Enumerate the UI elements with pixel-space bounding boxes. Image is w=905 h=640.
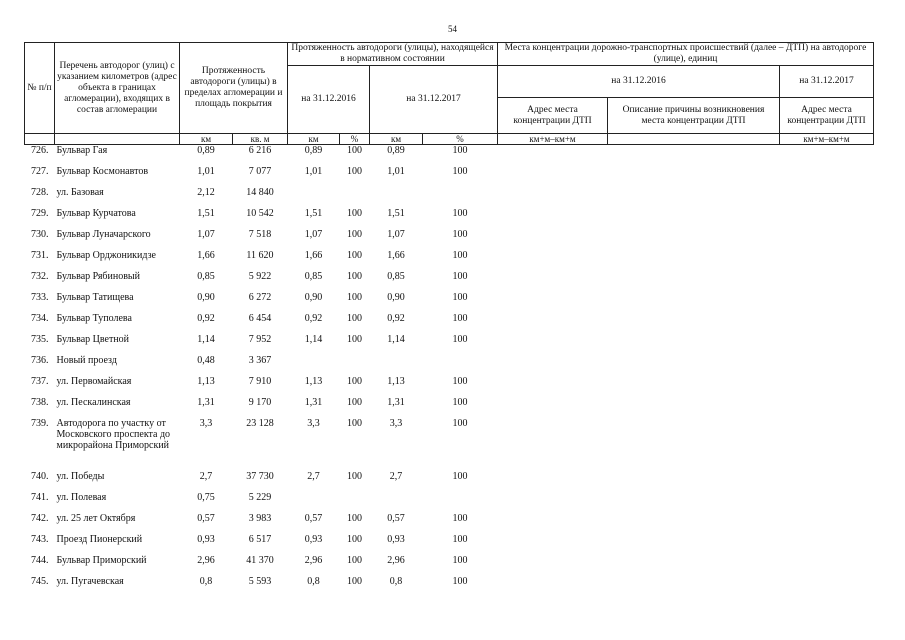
length-km: 0,57	[197, 512, 215, 524]
dtp-reason-2016	[608, 208, 780, 229]
area-sqm: 6 216	[248, 145, 272, 156]
unit-pct-2016: %	[340, 134, 370, 145]
unit-kmm-2016: км+м–км+м	[498, 134, 608, 145]
row-number: 727.	[31, 165, 49, 177]
road-name: Проезд Пионерский	[56, 533, 143, 545]
dtp-address-2017	[780, 250, 874, 271]
area-sqm: 9 170	[248, 396, 272, 408]
normative-pct-2016: 100	[347, 554, 362, 566]
dtp-address-2017	[780, 334, 874, 355]
area-sqm: 3 367	[248, 354, 272, 366]
dtp-address-2017	[780, 418, 874, 471]
normative-pct-2016	[340, 355, 370, 376]
table-row	[25, 208, 874, 229]
dtp-address-2016	[498, 145, 608, 166]
row-number: 737.	[31, 375, 49, 387]
dtp-address-2016	[498, 534, 608, 555]
normative-pct-2016: 100	[347, 312, 362, 324]
road-name: ул. Базовая	[56, 186, 104, 198]
road-name: ул. Пескалинская	[56, 396, 131, 408]
road-name: ул. Победы	[56, 470, 105, 482]
area-sqm: 23 128	[246, 417, 274, 429]
area-sqm: 6 272	[248, 291, 272, 303]
road-name: Бульвар Космонавтов	[56, 165, 149, 177]
area-sqm: 11 620	[246, 249, 274, 261]
normative-km-2016: 0,85	[304, 270, 323, 282]
normative-km-2016: 1,07	[304, 228, 323, 240]
dtp-reason-2016	[608, 271, 780, 292]
dtp-address-2016	[498, 271, 608, 292]
row-number: 740.	[31, 470, 49, 482]
dtp-address-2016	[498, 555, 608, 576]
row-number: 731.	[31, 249, 49, 261]
normative-km-2016: 1,14	[304, 333, 323, 345]
length-km: 1,51	[197, 207, 215, 219]
normative-km-2017	[370, 187, 423, 208]
table-row	[25, 292, 874, 313]
row-number: 729.	[31, 207, 49, 219]
unit-km: км	[180, 134, 233, 145]
road-name: Бульвар Орджоникидзе	[56, 249, 156, 261]
area-sqm: 6 454	[248, 312, 272, 324]
dtp-address-2016	[498, 229, 608, 250]
header-normative-2016: на 31.12.2016	[288, 66, 370, 134]
road-name: Автодорога по участку от Московского проспекта до микрорайона Приморский	[56, 417, 171, 451]
normative-km-2017	[370, 492, 423, 513]
normative-km-2016: 1,01	[304, 165, 323, 177]
area-sqm: 7 077	[248, 165, 272, 177]
row-number: 742.	[31, 512, 49, 524]
dtp-address-2017	[780, 534, 874, 555]
normative-pct-2017: 100	[452, 165, 468, 177]
normative-pct-2017: 100	[452, 575, 468, 587]
normative-pct-2017	[423, 187, 498, 208]
normative-km-2016: 1,66	[304, 249, 323, 261]
page-number: 54	[448, 24, 457, 34]
dtp-reason-2016	[608, 292, 780, 313]
normative-pct-2016	[340, 492, 370, 513]
normative-pct-2016: 100	[347, 470, 362, 482]
normative-pct-2017: 100	[452, 228, 468, 240]
road-name: Бульвар Туполева	[56, 312, 132, 324]
normative-pct-2016: 100	[347, 228, 362, 240]
table-row	[25, 145, 874, 166]
dtp-reason-2016	[608, 376, 780, 397]
normative-pct-2016: 100	[347, 533, 362, 545]
dtp-address-2017	[780, 208, 874, 229]
table-row	[25, 418, 874, 471]
normative-km-2017: 0,90	[387, 291, 405, 303]
normative-pct-2017: 100	[452, 512, 468, 524]
dtp-reason-2016	[608, 250, 780, 271]
header-dtp-2016: на 31.12.2016	[498, 66, 780, 98]
normative-km-2016: 1,13	[304, 375, 323, 387]
header-road-list: Перечень автодорог (улиц) с указанием километров (адрес объекта в границах агломерации), входящих в состав агломерации	[55, 43, 180, 134]
road-name: Бульвар Татищева	[56, 291, 134, 303]
dtp-address-2016	[498, 334, 608, 355]
normative-km-2016	[288, 492, 340, 513]
length-km: 1,14	[197, 333, 215, 345]
dtp-reason-2016	[608, 492, 780, 513]
normative-km-2016	[288, 187, 340, 208]
length-km: 1,66	[197, 249, 215, 261]
table-body	[25, 145, 874, 597]
normative-pct-2016: 100	[347, 512, 362, 524]
normative-pct-2016: 100	[347, 165, 362, 177]
length-km: 1,31	[197, 396, 215, 408]
road-name: Бульвар Гая	[56, 145, 108, 156]
normative-pct-2016: 100	[347, 575, 362, 587]
normative-km-2017: 0,92	[387, 312, 405, 324]
normative-pct-2016: 100	[347, 249, 362, 261]
table-row	[25, 492, 874, 513]
normative-km-2017: 1,14	[387, 333, 405, 345]
dtp-address-2016	[498, 471, 608, 492]
area-sqm: 37 730	[246, 470, 274, 482]
normative-km-2017: 1,07	[387, 228, 405, 240]
dtp-address-2016	[498, 492, 608, 513]
normative-pct-2017	[423, 492, 498, 513]
normative-pct-2017: 100	[452, 207, 468, 219]
normative-km-2016: 0,93	[304, 533, 323, 545]
dtp-address-2017	[780, 187, 874, 208]
area-sqm: 5 593	[248, 575, 272, 587]
length-km: 2,96	[197, 554, 215, 566]
dtp-address-2017	[780, 492, 874, 513]
normative-km-2016	[288, 355, 340, 376]
dtp-address-2017	[780, 229, 874, 250]
dtp-reason-2016	[608, 355, 780, 376]
unit-pct-2017: %	[423, 134, 498, 145]
normative-km-2016: 2,96	[304, 554, 323, 566]
row-number: 726.	[31, 145, 49, 156]
normative-km-2016: 0,57	[304, 512, 323, 524]
roads-table	[24, 42, 874, 597]
dtp-address-2017	[780, 271, 874, 292]
normative-pct-2017: 100	[452, 312, 468, 324]
row-number: 743.	[31, 533, 49, 545]
dtp-reason-2016	[608, 513, 780, 534]
unit-kmm-2017: км+м–км+м	[780, 134, 874, 145]
length-km: 0,85	[197, 270, 215, 282]
normative-km-2016: 0,92	[304, 312, 323, 324]
normative-km-2017: 1,31	[387, 396, 405, 408]
dtp-address-2016	[498, 418, 608, 471]
dtp-reason-2016	[608, 229, 780, 250]
normative-km-2017: 0,89	[387, 145, 405, 156]
length-km: 0,75	[197, 491, 215, 503]
header-dtp-reason: Описание причины возникновения места концентрации ДТП	[608, 98, 780, 134]
length-km: 1,01	[197, 165, 215, 177]
area-sqm: 5 229	[248, 491, 272, 503]
length-km: 3,3	[199, 417, 213, 429]
length-km: 0,89	[197, 145, 215, 156]
normative-pct-2017	[423, 355, 498, 376]
unit-km-2017: км	[370, 134, 423, 145]
length-km: 2,7	[199, 470, 213, 482]
dtp-address-2017	[780, 166, 874, 187]
length-km: 1,07	[197, 228, 215, 240]
table-row	[25, 187, 874, 208]
normative-pct-2017: 100	[452, 533, 468, 545]
length-km: 0,48	[197, 354, 215, 366]
dtp-reason-2016	[608, 145, 780, 166]
row-number: 733.	[31, 291, 49, 303]
dtp-reason-2016	[608, 313, 780, 334]
dtp-address-2017	[780, 471, 874, 492]
normative-pct-2017: 100	[452, 270, 468, 282]
area-sqm: 7 952	[248, 333, 272, 345]
dtp-address-2016	[498, 376, 608, 397]
row-number: 728.	[31, 186, 49, 198]
normative-km-2017: 2,96	[387, 554, 405, 566]
row-number: 745.	[31, 575, 49, 587]
length-km: 0,8	[199, 575, 213, 587]
row-number: 734.	[31, 312, 49, 324]
normative-pct-2017: 100	[452, 333, 468, 345]
dtp-address-2017	[780, 292, 874, 313]
dtp-reason-2016	[608, 534, 780, 555]
length-km: 0,92	[197, 312, 215, 324]
table-row	[25, 513, 874, 534]
normative-km-2017: 1,01	[387, 165, 405, 177]
normative-pct-2016: 100	[347, 396, 362, 408]
dtp-reason-2016	[608, 397, 780, 418]
area-sqm: 7 518	[248, 228, 272, 240]
dtp-address-2017	[780, 576, 874, 597]
area-sqm: 6 517	[248, 533, 272, 545]
dtp-address-2017	[780, 355, 874, 376]
road-name: Бульвар Луначарского	[56, 228, 151, 240]
row-number: 739.	[31, 417, 49, 429]
area-sqm: 5 922	[248, 270, 272, 282]
dtp-address-2016	[498, 513, 608, 534]
header-number: № п/п	[25, 43, 55, 134]
normative-km-2017: 1,51	[387, 207, 405, 219]
normative-km-2016: 0,8	[307, 575, 320, 587]
normative-pct-2016: 100	[347, 375, 362, 387]
normative-km-2016: 0,89	[304, 145, 323, 156]
road-name: ул. Полевая	[56, 491, 107, 503]
road-name: Бульвар Приморский	[56, 554, 147, 566]
header-normative: Протяженность автодороги (улицы), находящейся в нормативном состоянии	[288, 43, 498, 66]
road-name: ул. Первомайская	[56, 375, 132, 387]
table-row	[25, 271, 874, 292]
table-row	[25, 355, 874, 376]
row-number: 732.	[31, 270, 49, 282]
table-row	[25, 376, 874, 397]
normative-km-2017: 1,66	[387, 249, 405, 261]
row-number: 736.	[31, 354, 49, 366]
table-row	[25, 166, 874, 187]
table-row	[25, 334, 874, 355]
normative-pct-2016	[340, 187, 370, 208]
row-number: 730.	[31, 228, 49, 240]
normative-km-2017: 2,7	[389, 470, 403, 482]
dtp-address-2017	[780, 376, 874, 397]
header-dtp: Места концентрации дорожно-транспортных происшествий (далее – ДТП) на автодороге (улице), единиц	[498, 43, 874, 66]
normative-pct-2017: 100	[452, 396, 468, 408]
table-row	[25, 576, 874, 597]
length-km: 0,93	[197, 533, 215, 545]
area-sqm: 7 910	[248, 375, 272, 387]
normative-km-2016: 2,7	[307, 470, 320, 482]
road-name: ул. Пугачевская	[56, 575, 124, 587]
row-number: 741.	[31, 491, 49, 503]
dtp-address-2016	[498, 576, 608, 597]
unit-km-2016: км	[288, 134, 340, 145]
normative-km-2016: 1,31	[304, 396, 323, 408]
area-sqm: 14 840	[246, 186, 274, 198]
dtp-address-2017	[780, 513, 874, 534]
normative-km-2017: 0,57	[387, 512, 405, 524]
dtp-reason-2016	[608, 187, 780, 208]
normative-pct-2017: 100	[452, 291, 468, 303]
normative-km-2017: 0,8	[389, 575, 403, 587]
header-dtp-2017: на 31.12.2017	[780, 66, 874, 98]
dtp-address-2016	[498, 250, 608, 271]
normative-km-2017: 1,13	[387, 375, 405, 387]
dtp-address-2017	[780, 145, 874, 166]
normative-km-2016: 0,90	[304, 291, 323, 303]
normative-pct-2016: 100	[347, 145, 362, 156]
normative-km-2017: 0,93	[387, 533, 405, 545]
dtp-address-2016	[498, 208, 608, 229]
normative-pct-2016: 100	[347, 270, 362, 282]
dtp-address-2016	[498, 166, 608, 187]
road-name: Бульвар Рябиновый	[56, 270, 140, 282]
normative-km-2016: 3,3	[307, 417, 320, 429]
dtp-address-2016	[498, 397, 608, 418]
header-length-area: Протяженность автодороги (улицы) в пределах агломерации и площадь покрытия	[180, 43, 288, 134]
dtp-address-2016	[498, 313, 608, 334]
row-number: 744.	[31, 554, 49, 566]
header-dtp-address: Адрес места концентрации ДТП	[498, 98, 608, 134]
normative-pct-2017: 100	[452, 145, 468, 156]
dtp-address-2017	[780, 397, 874, 418]
dtp-reason-2016	[608, 418, 780, 471]
table-row	[25, 534, 874, 555]
area-sqm: 41 370	[246, 554, 274, 566]
area-sqm: 3 983	[248, 512, 272, 524]
dtp-reason-2016	[608, 555, 780, 576]
normative-km-2017	[370, 355, 423, 376]
table-row	[25, 471, 874, 492]
normative-pct-2017: 100	[452, 249, 468, 261]
normative-pct-2017: 100	[452, 375, 468, 387]
table-row	[25, 250, 874, 271]
table-row	[25, 397, 874, 418]
dtp-address-2016	[498, 187, 608, 208]
road-name: Новый проезд	[56, 354, 117, 366]
table-row	[25, 313, 874, 334]
normative-km-2017: 0,85	[387, 270, 405, 282]
length-km: 1,13	[197, 375, 215, 387]
dtp-address-2016	[498, 355, 608, 376]
normative-pct-2017: 100	[452, 554, 468, 566]
normative-pct-2017: 100	[452, 417, 468, 429]
dtp-address-2017	[780, 313, 874, 334]
normative-pct-2016: 100	[347, 333, 362, 345]
normative-pct-2016: 100	[347, 207, 362, 219]
dtp-address-2017	[780, 555, 874, 576]
normative-pct-2017: 100	[452, 470, 468, 482]
dtp-reason-2016	[608, 471, 780, 492]
table-row	[25, 555, 874, 576]
row-number: 735.	[31, 333, 49, 345]
normative-km-2016: 1,51	[304, 207, 323, 219]
table-row	[25, 229, 874, 250]
header-normative-2017: на 31.12.2017	[370, 66, 498, 134]
unit-sqm: кв. м	[233, 134, 288, 145]
dtp-address-2016	[498, 292, 608, 313]
road-name: Бульвар Цветной	[56, 333, 130, 345]
table-header	[25, 43, 874, 145]
dtp-reason-2016	[608, 334, 780, 355]
length-km: 0,90	[197, 291, 215, 303]
dtp-reason-2016	[608, 166, 780, 187]
normative-pct-2016: 100	[347, 417, 362, 429]
normative-km-2017: 3,3	[389, 417, 403, 429]
normative-pct-2016: 100	[347, 291, 362, 303]
header-dtp-address-2017: Адрес места концентрации ДТП	[780, 98, 874, 134]
road-name: ул. 25 лет Октября	[56, 512, 136, 524]
road-name: Бульвар Курчатова	[56, 207, 136, 219]
dtp-reason-2016	[608, 576, 780, 597]
length-km: 2,12	[197, 186, 215, 198]
area-sqm: 10 542	[246, 207, 274, 219]
row-number: 738.	[31, 396, 49, 408]
